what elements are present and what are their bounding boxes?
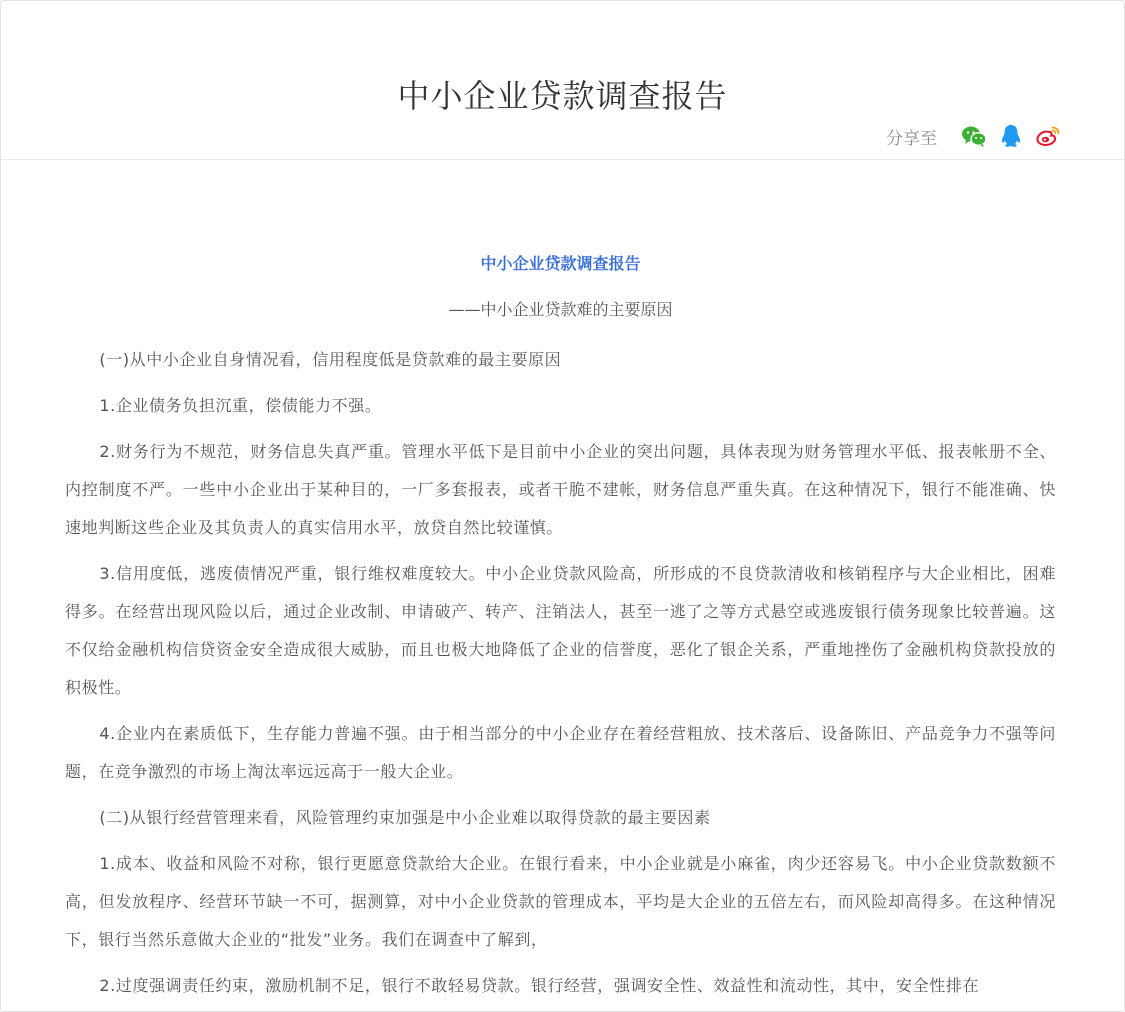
page-title: 中小企业贷款调查报告	[397, 77, 728, 116]
paragraph: 2.过度强调责任约束，激励机制不足，银行不敢轻易贷款。银行经营，强调安全性、效益性和流动性，其中，安全性排在	[99, 976, 980, 995]
article-body	[65, 249, 1056, 1012]
article-subtitle: ——中小企业贷款难的主要原因	[448, 300, 673, 319]
paragraph: 4.企业内在素质低下，生存能力普遍不强。由于相当部分的中小企业存在着经营粗放、技术落后、设备陈旧、产品竞争力不强等问题，在竞争激烈的市场上淘汰率远远高于一般大企业。	[65, 724, 1056, 781]
paragraph: 2.财务行为不规范，财务信息失真严重。管理水平低下是目前中小企业的突出问题，具体表现为财务管理水平低、报表帐册不全、内控制度不严。一些中小企业出于某种目的，一厂多套报表，或者干脆不建帐，财务信息严重失真。在这种情况下，银行不能准确、快速地判断这些企业及其负责人的真实信用水平，放贷自然比较谨慎。	[65, 442, 1056, 537]
article-title: 中小企业贷款调查报告	[480, 254, 641, 273]
weibo-icon[interactable]	[1034, 122, 1062, 150]
wechat-icon[interactable]	[960, 122, 988, 150]
share-bar	[886, 121, 1062, 151]
paragraph: 1.成本、收益和风险不对称，银行更愿意贷款给大企业。在银行看来，中小企业就是小麻雀，肉少还容易飞。中小企业贷款数额不高，但发放程序、经营环节缺一不可，据测算，对中小企业贷款的管理成本，平均是大企业的五倍左右，而风险却高得多。在这种情况下，银行当然乐意做大企业的“批发”业务。我们在调查中了解到，	[65, 854, 1056, 949]
paragraph: 1.企业债务负担沉重，偿债能力不强。	[99, 396, 382, 415]
paragraph: 3.信用度低，逃废债情况严重，银行维权难度较大。中小企业贷款风险高，所形成的不良贷款清收和核销程序与大企业相比，困难得多。在经营出现风险以后，通过企业改制、申请破产、转产、注销法人，甚至一逃了之等方式悬空或逃废银行债务现象比较普遍。这不仅给金融机构信贷资金安全造成很大威胁，而且也极大地降低了企业的信誉度，恶化了银企关系，严重地挫伤了金融机构贷款投放的积极性。	[65, 564, 1056, 697]
paragraph: (二)从银行经营管理来看，风险管理约束加强是中小企业难以取得贷款的最主要因素	[99, 808, 711, 827]
share-label: 分享至	[886, 128, 937, 149]
paragraph: (一)从中小企业自身情况看，信用程度低是贷款难的最主要原因	[99, 350, 562, 369]
page-header	[1, 1, 1124, 160]
qq-icon[interactable]	[997, 122, 1025, 150]
